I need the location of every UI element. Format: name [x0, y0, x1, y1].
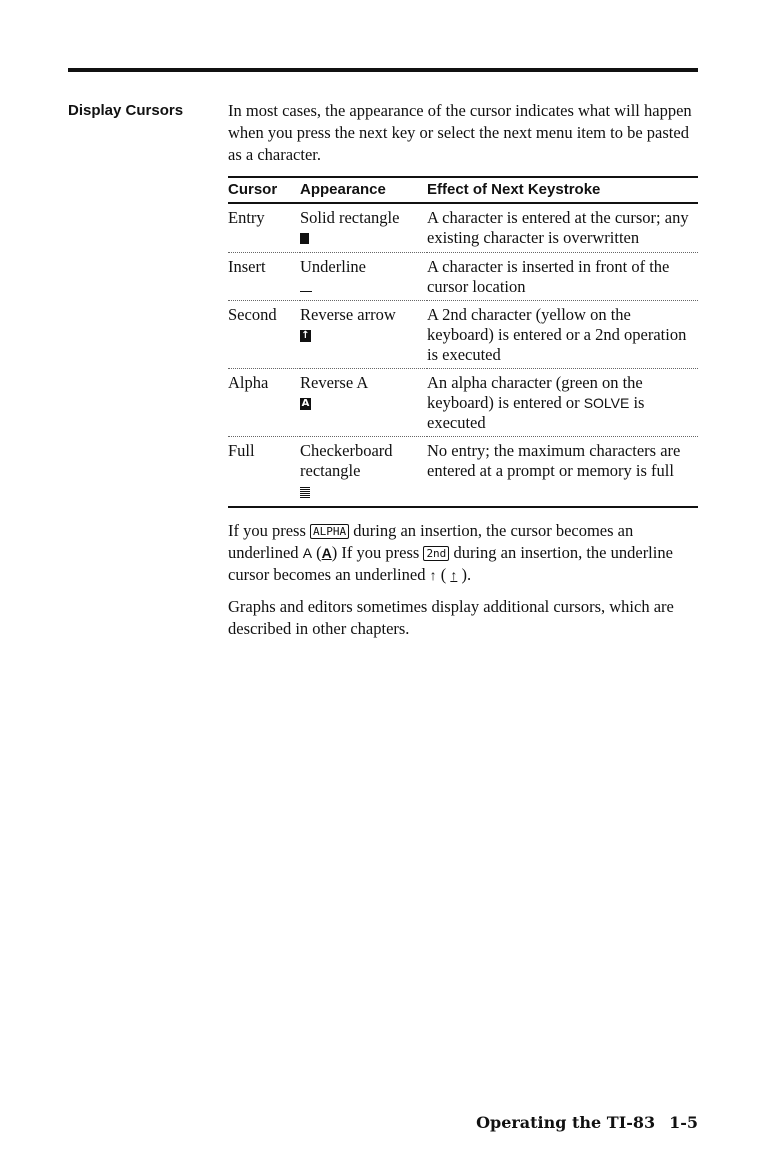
underlined-a-cursor-icon: A: [321, 545, 332, 561]
appearance-label: Solid rectangle: [300, 208, 400, 227]
cell-cursor: Entry: [228, 208, 265, 227]
cursor-table: [228, 176, 698, 508]
cell-appearance: [300, 437, 427, 508]
cell-cursor: Insert: [228, 253, 300, 301]
appearance-label: Checkerboard rectangle: [300, 441, 393, 480]
solid-rectangle-cursor-icon: [300, 233, 309, 244]
underlined-arrow-cursor-icon: ↑: [450, 567, 458, 583]
cell-effect: A character is entered at the cursor; any existing character is overwritten: [427, 208, 689, 247]
top-rule: [68, 68, 698, 72]
col-header-cursor: Cursor: [228, 177, 300, 203]
section-heading: Display Cursors: [68, 102, 184, 119]
reverse-a-cursor-icon: A: [301, 398, 310, 409]
appearance-label: Reverse A: [300, 373, 369, 392]
alpha-key-icon: ALPHA: [310, 524, 349, 539]
cell-cursor: Second: [228, 301, 300, 369]
intro-paragraph: In most cases, the appearance of the cursor indicates what will happen when you press the next key or select the next menu item to be pasted as a character.: [228, 101, 692, 164]
solve-key-label: SOLVE: [583, 395, 630, 411]
cell-cursor: Full: [228, 437, 300, 508]
cell-appearance: [300, 369, 427, 437]
table-row: [228, 253, 698, 301]
arrow-icon: ↑: [429, 567, 437, 583]
cell-appearance: [300, 253, 427, 301]
cell-appearance: [300, 301, 427, 369]
table-header-row: [228, 177, 698, 203]
cell-appearance: [300, 203, 427, 253]
cell-effect: No entry; the maximum characters are entered at a prompt or memory is full: [427, 437, 698, 508]
page-number: 1-5: [669, 1113, 698, 1132]
cell-effect: A character is inserted in front of the cursor location: [427, 253, 698, 301]
table-row: [228, 369, 698, 437]
content: [228, 100, 700, 650]
page-footer: [476, 1113, 698, 1132]
insertion-paragraph: If you press ALPHA during an insertion, the cursor becomes an underlined A (A) If you press 2nd during an insertion, the underline cursor becomes an underlined ↑ ( ↑ ).: [228, 521, 673, 584]
table-row: [228, 301, 698, 369]
table-row: [228, 437, 698, 508]
cell-cursor: Alpha: [228, 369, 300, 437]
appearance-label: Underline: [300, 257, 366, 276]
graphs-paragraph: Graphs and editors sometimes display additional cursors, which are described in other chapters.: [228, 597, 674, 638]
table-row: [228, 203, 698, 253]
col-header-effect: Effect of Next Keystroke: [427, 177, 698, 203]
appearance-label: Reverse arrow: [300, 305, 396, 324]
footer-title: Operating the TI-83: [476, 1113, 656, 1132]
underline-cursor-icon: [300, 291, 312, 292]
second-key-icon: 2nd: [423, 546, 449, 561]
cell-effect: A 2nd character (yellow on the keyboard) is entered or a 2nd operation is executed: [427, 301, 698, 369]
checkerboard-cursor-icon: [300, 486, 310, 498]
cell-effect: An alpha character (green on the keyboard) is entered or SOLVE is executed: [427, 369, 698, 437]
reverse-arrow-cursor-icon: ↑: [301, 330, 310, 341]
col-header-appearance: Appearance: [300, 177, 427, 203]
